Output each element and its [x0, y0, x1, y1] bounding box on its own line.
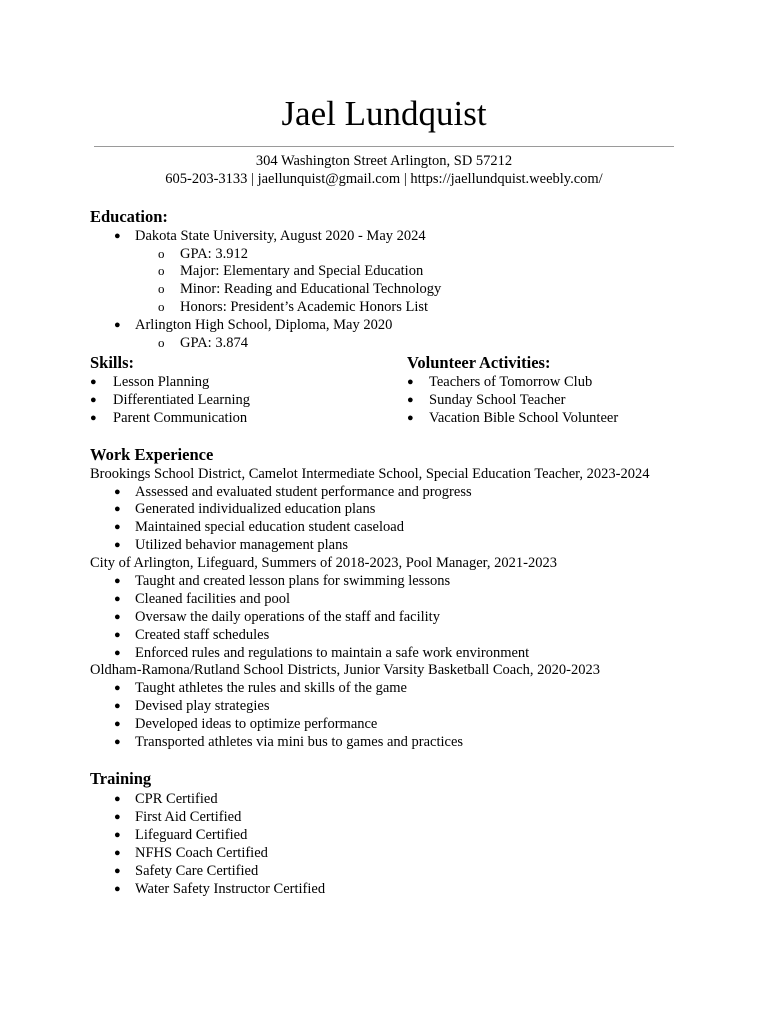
bullet-icon: ● [407, 412, 414, 424]
bullet-icon: ● [114, 865, 121, 877]
contact-line: 605-203-3133 | jaellunquist@gmail.com | https://jaellundquist.weebly.com/ [165, 171, 603, 187]
sub-bullet-icon: o [158, 246, 165, 261]
contact-block [0, 152, 768, 188]
work-heading: Work Experience [90, 445, 214, 464]
job-bullet: Transported athletes via mini bus to games and practices [135, 734, 464, 750]
sub-bullet-icon: o [158, 281, 165, 296]
training-item: NFHS Coach Certified [135, 845, 268, 861]
bullet-icon: ● [90, 412, 97, 424]
education-detail: GPA: 3.874 [180, 335, 248, 351]
job-title: City of Arlington, Lifeguard, Summers of 2018-2023, Pool Manager, 2021-2023 [90, 555, 557, 571]
bullet-icon: ● [114, 230, 121, 242]
training-item: Lifeguard Certified [135, 827, 248, 843]
education-detail: GPA: 3.912 [180, 246, 248, 262]
job-bullet: Developed ideas to optimize performance [135, 716, 378, 732]
sub-bullet-icon: o [158, 263, 165, 278]
job-bullet: Generated individualized education plans [135, 501, 376, 517]
job-bullet: Assessed and evaluated student performance and progress [135, 484, 472, 500]
bullet-icon: ● [114, 521, 121, 533]
bullet-icon: ● [114, 883, 121, 895]
bullet-icon: ● [114, 575, 121, 587]
bullet-icon: ● [114, 682, 121, 694]
job-bullet: Taught and created lesson plans for swimming lessons [135, 573, 451, 589]
bullet-icon: ● [114, 629, 121, 641]
bullet-icon: ● [407, 394, 414, 406]
job-bullet: Cleaned facilities and pool [135, 591, 291, 607]
job-bullet: Created staff schedules [135, 627, 270, 643]
skills-heading: Skills: [90, 353, 135, 372]
bullet-icon: ● [114, 503, 121, 515]
bullet-icon: ● [114, 539, 121, 551]
bullet-icon: ● [114, 486, 121, 498]
education-detail: Minor: Reading and Educational Technology [180, 281, 442, 297]
bullet-icon: ● [407, 376, 414, 388]
bullet-icon: ● [114, 829, 121, 841]
resume-name: Jael Lundquist [281, 94, 487, 133]
volunteer-item: Vacation Bible School Volunteer [429, 410, 619, 426]
education-entry-2: Arlington High School, Diploma, May 2020 [135, 317, 393, 333]
training-item: Safety Care Certified [135, 863, 259, 879]
bullet-icon: ● [90, 376, 97, 388]
bullet-icon: ● [114, 847, 121, 859]
education-detail: Major: Elementary and Special Education [180, 263, 424, 279]
skill-item: Differentiated Learning [113, 392, 251, 408]
address-line: 304 Washington Street Arlington, SD 57212 [255, 153, 513, 169]
volunteer-heading: Volunteer Activities: [407, 353, 551, 372]
volunteer-item: Teachers of Tomorrow Club [429, 374, 593, 390]
bullet-icon: ● [114, 611, 121, 623]
bullet-icon: ● [114, 700, 121, 712]
job-bullet: Maintained special education student caseload [135, 519, 404, 535]
training-item: Water Safety Instructor Certified [135, 881, 326, 897]
job-bullet: Taught athletes the rules and skills of the game [135, 680, 407, 696]
skill-item: Lesson Planning [113, 374, 210, 390]
bullet-icon: ● [114, 793, 121, 805]
header-divider [94, 146, 674, 147]
education-heading: Education: [90, 207, 168, 226]
bullet-icon: ● [114, 593, 121, 605]
sub-bullet-icon: o [158, 335, 165, 350]
bullet-icon: ● [114, 647, 121, 659]
training-heading: Training [90, 769, 152, 788]
education-detail: Honors: President’s Academic Honors List [180, 299, 429, 315]
job-title: Brookings School District, Camelot Intermediate School, Special Education Teacher, 2023-2024 [90, 466, 650, 482]
bullet-icon: ● [114, 736, 121, 748]
training-item: CPR Certified [135, 791, 218, 807]
sub-bullet-icon: o [158, 299, 165, 314]
bullet-icon: ● [114, 718, 121, 730]
education-entry-1: Dakota State University, August 2020 - May 2024 [135, 228, 426, 244]
job-bullet: Utilized behavior management plans [135, 537, 348, 553]
skill-item: Parent Communication [113, 410, 248, 426]
job-title: Oldham-Ramona/Rutland School Districts, Junior Varsity Basketball Coach, 2020-2023 [90, 662, 600, 678]
training-item: First Aid Certified [135, 809, 242, 825]
bullet-icon: ● [90, 394, 97, 406]
bullet-icon: ● [114, 319, 121, 331]
job-bullet: Oversaw the daily operations of the staff and facility [135, 609, 440, 625]
volunteer-item: Sunday School Teacher [429, 392, 566, 408]
job-bullet: Enforced rules and regulations to maintain a safe work environment [135, 645, 530, 661]
job-bullet: Devised play strategies [135, 698, 270, 714]
bullet-icon: ● [114, 811, 121, 823]
